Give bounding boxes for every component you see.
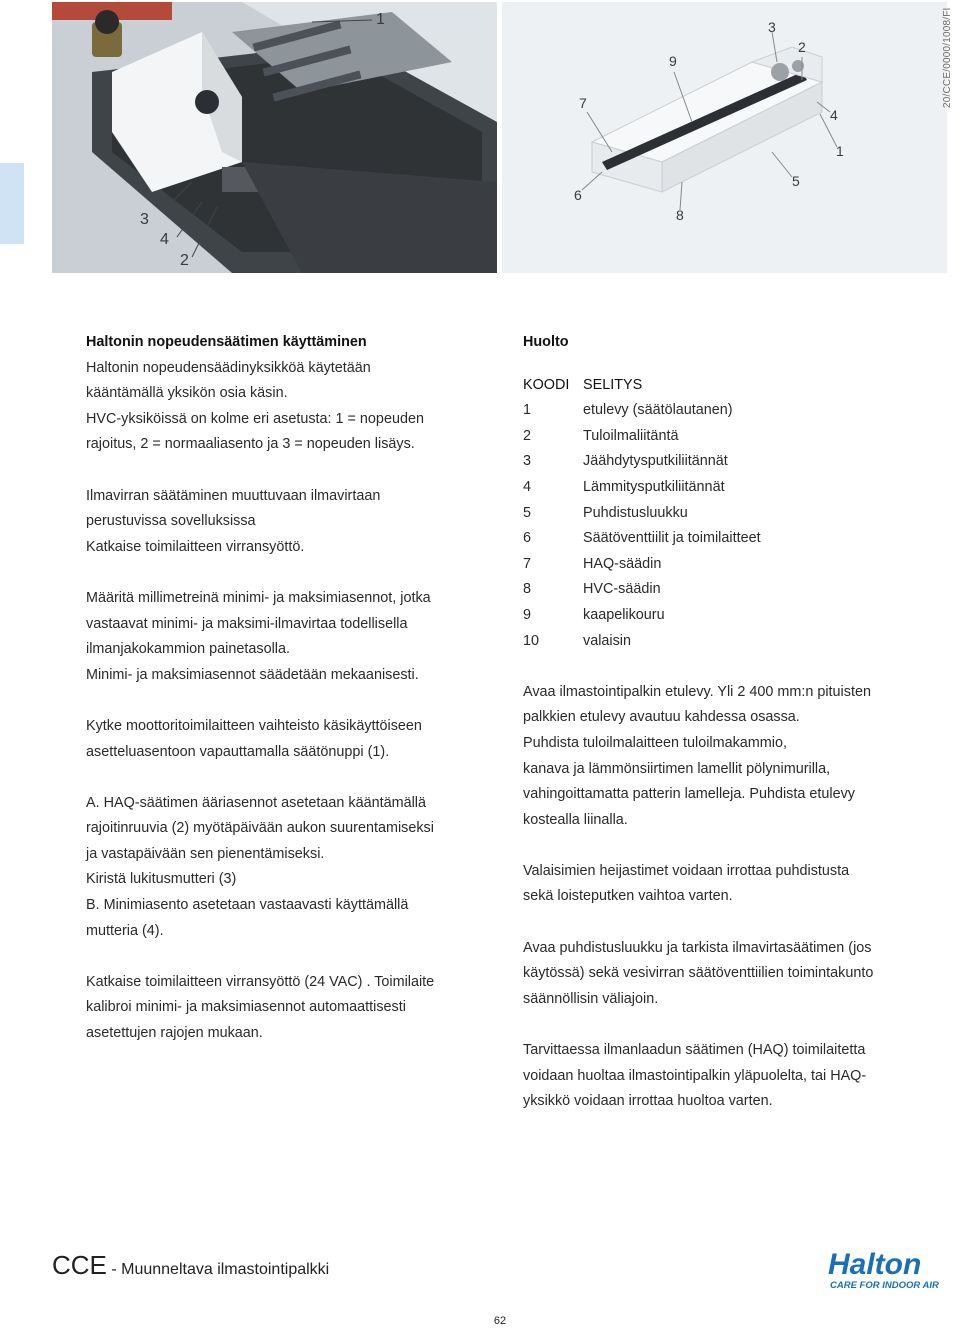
callout-label: 3	[768, 19, 776, 35]
paragraph-line: ilmanjakokammion painetasolla.	[86, 641, 290, 658]
paragraph-line: Katkaise toimilaitteen virransyöttö.	[86, 538, 305, 555]
legend-header-desc: SELITYS	[583, 376, 643, 393]
footer-product-subtitle: - Muunneltava ilmastointipalkki	[106, 1261, 330, 1278]
paragraph-line: voidaan huoltaa ilmastointipalkin yläpuolelta, tai HAQ-	[523, 1067, 867, 1084]
callout-label: 3	[140, 211, 149, 228]
legend-code: 3	[523, 453, 532, 470]
legend-desc: etulevy (säätölautanen)	[583, 402, 733, 419]
legend-code: 8	[523, 581, 532, 598]
legend-desc: Puhdistusluukku	[583, 504, 688, 521]
logo-tagline: CARE FOR INDOOR AIR	[830, 1280, 939, 1291]
legend-code: 4	[523, 478, 532, 495]
legend-code: 7	[523, 555, 532, 572]
legend-row	[523, 501, 933, 527]
paragraph-line: yksikkö voidaan irrottaa huoltoa varten.	[523, 1093, 773, 1110]
photo-speed-controller	[52, 2, 497, 273]
legend-row	[523, 577, 933, 603]
legend-desc: Säätöventtiilit ja toimilaitteet	[583, 530, 761, 547]
legend-row	[523, 603, 933, 629]
callout-label: 2	[798, 39, 806, 55]
paragraph-line: A. HAQ-säätimen ääriasennot asetetaan kääntämällä	[86, 794, 426, 811]
paragraph-line: mutteria (4).	[86, 922, 164, 939]
paragraph-line: Avaa puhdistusluukku ja tarkista ilmavirtasäätimen (jos	[523, 939, 872, 956]
paragraph-line: asetteluasentoon vapauttamalla säätönuppi (1).	[86, 743, 390, 760]
legend-code: 2	[523, 427, 532, 444]
document-code: 20/CCE/0000/1008/FI	[942, 7, 953, 108]
paragraph-line: kostealla liinalla.	[523, 811, 628, 828]
legend-row	[523, 449, 933, 475]
legend-row	[523, 552, 933, 578]
callout-label: 5	[792, 173, 800, 189]
footer-product-title	[52, 1250, 329, 1281]
legend-row	[523, 475, 933, 501]
paragraph-line: HVC-yksiköissä on kolme eri asetusta: 1 = nopeuden	[86, 410, 424, 427]
paragraph-line: kanava ja lämmönsiirtimen lamellit pölynimurilla,	[523, 760, 831, 777]
paragraph-line: Tarvittaessa ilmanlaadun säätimen (HAQ) toimilaitetta	[523, 1042, 866, 1059]
paragraph-line: kääntämällä yksikön osia käsin.	[86, 385, 288, 402]
legend-desc: kaapelikouru	[583, 606, 665, 623]
footer-product-code: CCE	[52, 1250, 107, 1280]
legend-code: 10	[523, 632, 540, 649]
legend-header	[523, 373, 933, 399]
legend-code: 5	[523, 504, 532, 521]
callout-label: 1	[836, 143, 844, 159]
paragraph-line: vastaavat minimi- ja maksimi-ilmavirtaa todellisella	[86, 615, 408, 632]
paragraph-line: Määritä millimetreinä minimi- ja maksimiasennot, jotka	[86, 589, 431, 606]
left-column	[86, 330, 496, 1047]
paragraph-line: rajoitinruuvia (2) myötäpäivään aukon suurentamiseksi	[86, 820, 434, 837]
section-title-maintenance: Huolto	[523, 334, 569, 350]
subheading-line: perustuvissa sovelluksissa	[86, 513, 256, 530]
paragraph-line: B. Minimiasento asetetaan vastaavasti käyttämällä	[86, 897, 409, 914]
legend-desc: HAQ-säädin	[583, 555, 662, 572]
legend-header-code: KOODI	[523, 376, 570, 393]
paragraph-line: Katkaise toimilaitteen virransyöttö (24 VAC) . Toimilaite	[86, 973, 435, 990]
subheading-line: Ilmavirran säätäminen muuttuvaan ilmavirtaan	[86, 487, 381, 504]
callout-label: 4	[160, 231, 169, 248]
paragraph-line: ja vastapäivään sen pienentämiseksi.	[86, 845, 325, 862]
paragraph-line: asetettujen rajojen mukaan.	[86, 1025, 263, 1042]
paragraph-line: kalibroi minimi- ja maksimiasennot automaattisesti	[86, 999, 406, 1016]
callout-label: 8	[676, 207, 684, 223]
legend-row	[523, 526, 933, 552]
side-tab-marker	[0, 163, 24, 244]
paragraph-line: sekä loisteputken vaihtoa varten.	[523, 888, 733, 905]
legend-desc: Jäähdytysputkiliitännät	[583, 453, 728, 470]
paragraph-line: palkkien etulevy avautuu kahdessa osassa.	[523, 709, 800, 726]
photo-chilled-beam	[502, 2, 947, 273]
legend-row	[523, 424, 933, 450]
halton-logo	[828, 1246, 948, 1294]
legend-code: 9	[523, 606, 532, 623]
legend-code: 1	[523, 402, 532, 419]
paragraph-line: Avaa ilmastointipalkin etulevy. Yli 2 400 mm:n pituisten	[523, 683, 871, 700]
callout-label: 6	[574, 187, 582, 203]
legend-desc: valaisin	[583, 632, 631, 649]
right-column	[523, 330, 933, 1115]
paragraph-line: Puhdista tuloilmalaitteen tuloilmakammio,	[523, 734, 787, 751]
logo-word: Halton	[828, 1248, 922, 1281]
paragraph-line: vahingoittamatta patterin lamelleja. Puhdista etulevy	[523, 786, 855, 803]
paragraph-line: Valaisimien heijastimet voidaan irrottaa puhdistusta	[523, 862, 850, 879]
legend-row	[523, 629, 933, 655]
legend-desc: HVC-säädin	[583, 581, 661, 598]
paragraph-line: Kiristä lukitusmutteri (3)	[86, 871, 237, 888]
paragraph-line: Kytke moottoritoimilaitteen vaihteisto käsikäyttöiseen	[86, 717, 422, 734]
legend-row	[523, 398, 933, 424]
chilled-beam-illustration	[502, 2, 947, 273]
callout-label: 2	[180, 252, 189, 269]
paragraph-line: Haltonin nopeudensäädinyksikköä käytetään	[86, 359, 371, 376]
callout-label: 9	[669, 53, 677, 69]
paragraph-line: säännöllisin väliajoin.	[523, 990, 659, 1007]
section-title-speed-controller: Haltonin nopeudensäätimen käyttäminen	[86, 334, 367, 350]
speed-controller-illustration	[52, 2, 497, 273]
legend-code: 6	[523, 530, 532, 547]
callout-label: 7	[579, 95, 587, 111]
legend-desc: Tuloilmaliitäntä	[583, 427, 679, 444]
page-number: 62	[493, 1315, 507, 1327]
callout-label: 4	[830, 107, 838, 123]
paragraph-line: käytössä) sekä vesivirran säätöventtiilien toimintakunto	[523, 965, 874, 982]
paragraph-line: rajoitus, 2 = normaaliasento ja 3 = nopeuden lisäys.	[86, 436, 415, 453]
legend-desc: Lämmitysputkiliitännät	[583, 478, 725, 495]
callout-label: 1	[376, 11, 385, 28]
paragraph-line: Minimi- ja maksimiasennot säädetään mekaanisesti.	[86, 666, 419, 683]
